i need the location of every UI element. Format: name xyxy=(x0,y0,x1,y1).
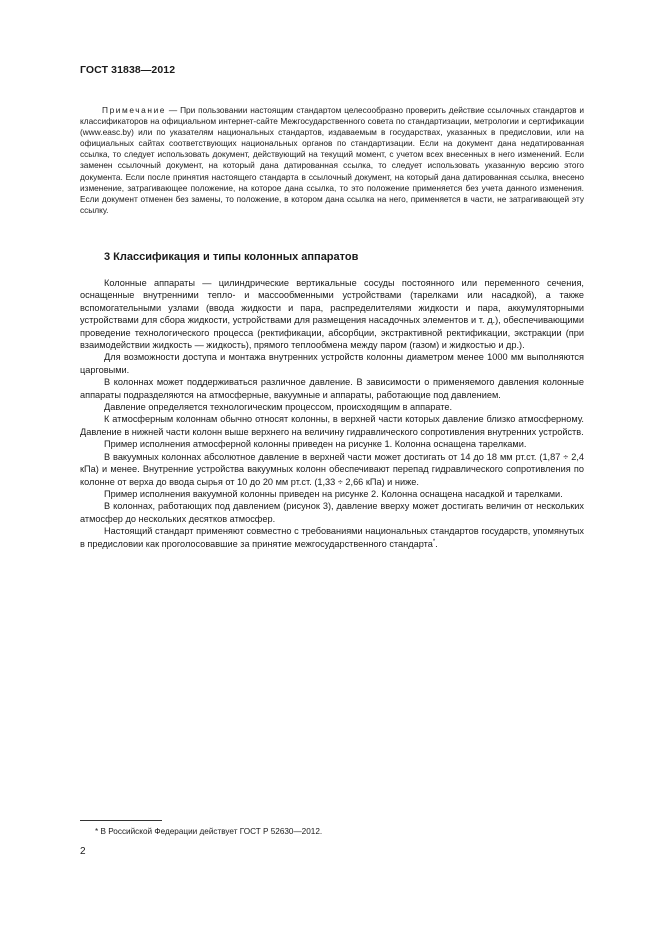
paragraph: Пример исполнения вакуумной колонны приведен на рисунке 2. Колонна оснащена насадкой и тарелками. xyxy=(104,488,563,499)
paragraph: Пример исполнения атмосферной колонны приведен на рисунке 1. Колонна оснащена тарелками. xyxy=(104,439,527,450)
paragraph-end: . xyxy=(435,538,438,549)
paragraph: К атмосферным колоннам обычно относят колонны, в верхней части которых давление близко атмосферному. Давление в нижней части колонн выше верхнего на величину гидравлического сопротивления внутренних устройств. xyxy=(80,414,584,437)
paragraph: В колоннах может поддерживаться различное давление. В зависимости о применяемого давления колонные аппараты подразделяются на атмосферные, вакуумные и аппараты, работающие под давлением. xyxy=(80,377,584,400)
section-title: 3 Классификация и типы колонных аппаратов xyxy=(104,251,359,263)
paragraph-text: Настоящий стандарт применяют совместно с требованиями национальных стандартов государств, упомянутых в предисловии как проголосовавшие за принятие межгосударственного стандарта xyxy=(80,526,584,549)
document-code-header: ГОСТ 31838—2012 xyxy=(80,64,176,76)
note-label: Примечание xyxy=(102,105,167,115)
paragraph: Колонные аппараты — цилиндрические вертикальные сосуды постоянного или переменного сечения, оснащенные внутренними тепло- и массообменными устройствами (тарелками или насадкой), а также вспомогательными узлами (ввода жидкости и пара, распределителями жидкости и пара, аккумуляторными устройствами для сбора жидкости, устройствами для размещения насадочных элементов и т. д.), обеспечивающими проведение технологического процесса (ректификации, абсорбции, экстрактивной ректификации, экстракции (при взаимодействии жидкость — жидкость), прямого теплообмена между паром (газом) и жидкостью и др.). xyxy=(80,278,584,351)
page-number: 2 xyxy=(80,846,86,857)
footnote: * В Российской Федерации действует ГОСТ Р 52630—2012. xyxy=(95,827,323,836)
paragraph-with-footnote-ref xyxy=(80,525,584,550)
paragraph: В вакуумных колоннах абсолютное давление в верхней части может достигать от 14 до 18 мм рт.ст. (1,87 ÷ 2,4 кПа) и менее. Внутренние устройства вакуумных колонн обеспечивают перепад гидравлического сопротивления по колонне от верха до ввода сырья от 10 до 20 мм рт.ст. (1,33 ÷ 2,66 кПа) и ниже. xyxy=(80,451,584,487)
note-text: При пользовании настоящим стандартом целесообразно проверить действие ссылочных стандартов и классификаторов на официальном интернет-сайте Межгосударственного совета по стандартизации, метрологии и сертификации (www.easc.by) или по указателям национальных стандартов, издаваемым в государствах, указанных в предисловии, или на официальных сайтах соответствующих национальных органов по стандартизации. Если на документ дана недатированная ссылка, то следует использовать документ, действующий на текущий момент, с учетом всех внесенных в него изменений. Если заменен ссылочный документ, на который дана датированная ссылка, то следует использовать указанную версию этого документа. Если после принятия настоящего стандарта в ссылочный документ, на который дана датированная ссылка, внесено изменение, затрагивающее положение, на которое дана ссылка, то это положение применяется без учета данного изменения. Если документ отменен без замены, то положение, в котором дана ссылка на него, применяется в части, не затрагивающей эту ссылку. xyxy=(80,105,584,215)
footnote-marker: * xyxy=(432,538,436,545)
section-body xyxy=(80,277,584,550)
paragraph: Давление определяется технологическим процессом, происходящим в аппарате. xyxy=(104,402,453,413)
paragraph: Для возможности доступа и монтажа внутренних устройств колонны диаметром менее 1000 мм выполняются царговыми. xyxy=(80,352,584,375)
paragraph: В колоннах, работающих под давлением (рисунок 3), давление вверху может достигать величин от нескольких атмосфер до нескольких десятков атмосфер. xyxy=(80,501,584,524)
note-dash: — xyxy=(166,105,181,115)
reference-note xyxy=(80,105,584,216)
footnote-divider xyxy=(80,820,162,821)
